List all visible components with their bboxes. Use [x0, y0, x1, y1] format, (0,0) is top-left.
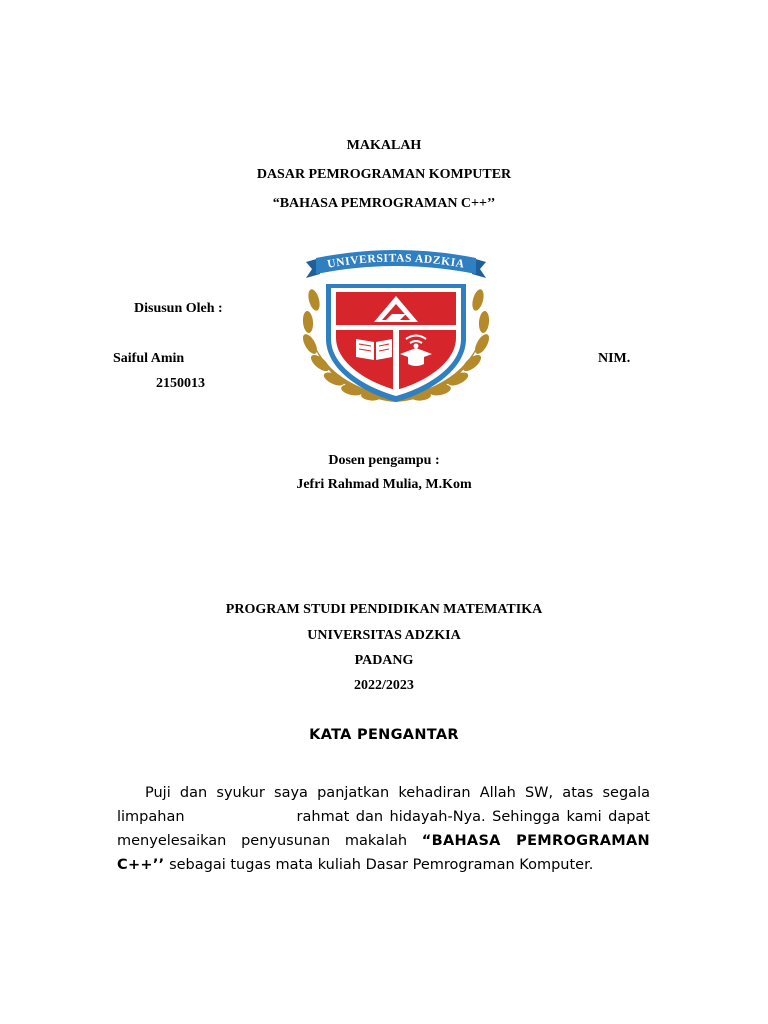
preface-text-2: rahmat dan hidayah-Nya. Sehingga kami dapat menyelesaikan penyusunan makalah [117, 809, 650, 849]
preface-text-1: Puji dan syukur saya panjatkan kehadiran Allah SW, atas segala limpahan [117, 785, 650, 825]
nim-label: NIM. [598, 351, 631, 366]
city-name: PADANG [354, 653, 414, 668]
program-name: PROGRAM STUDI PENDIDIKAN MATEMATIKA [225, 602, 543, 617]
preface-text-3: sebagai tugas mata kuliah Dasar Pemrograman Komputer. [169, 857, 594, 873]
book-icon [356, 339, 392, 360]
cover-title-2: DASAR PEMROGRAMAN KOMPUTER [256, 167, 512, 182]
lecturer-name: Jefri Rahmad Mulia, M.Kom [296, 477, 472, 492]
preface-heading: KATA PENGANTAR [309, 727, 459, 743]
author-name: Saiful Amin [113, 351, 185, 366]
preface-paragraph [117, 781, 650, 877]
university-logo [296, 244, 496, 409]
preface-bold-title: “BAHASA PEMROGRAMAN C++’’ [117, 833, 650, 873]
nim-value: 2150013 [156, 376, 205, 391]
university-name: UNIVERSITAS ADZKIA [307, 628, 461, 643]
logo-ribbon-text: UNIVERSITAS ADZKIA [326, 252, 466, 271]
prepared-by-label: Disusun Oleh : [134, 301, 223, 316]
lecturer-label: Dosen pengampu : [328, 453, 440, 468]
academic-year: 2022/2023 [354, 678, 414, 693]
cover-title-3: “BAHASA PEMROGRAMAN C++’’ [272, 196, 496, 211]
cover-title-1: MAKALAH [346, 138, 422, 153]
